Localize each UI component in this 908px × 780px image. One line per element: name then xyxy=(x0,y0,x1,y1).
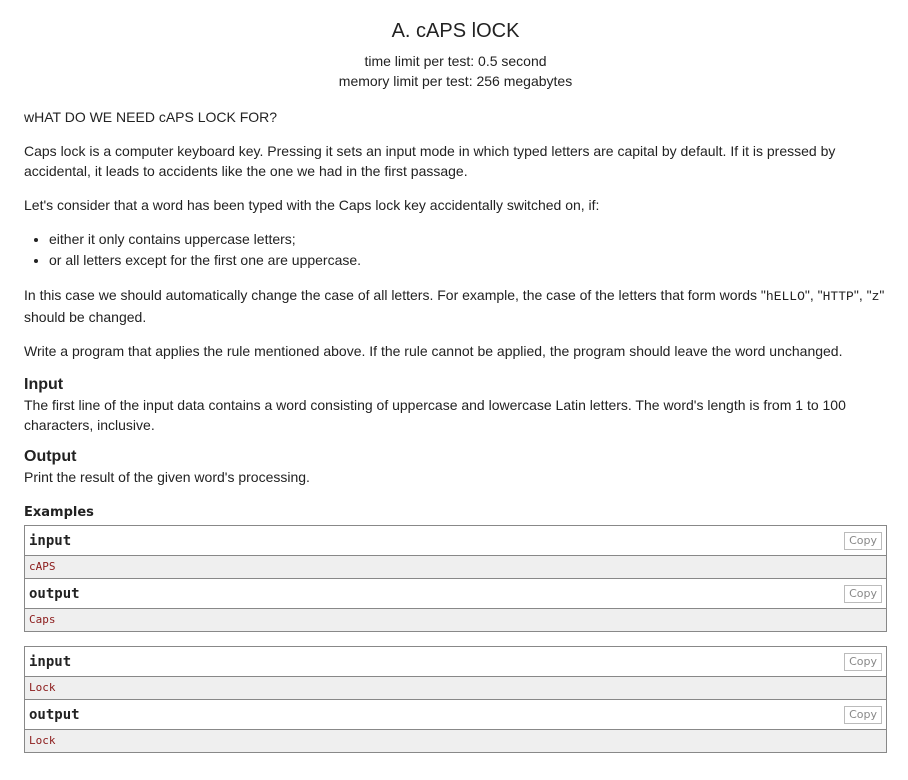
copy-button[interactable]: Copy xyxy=(844,532,882,550)
p3-separator: ", " xyxy=(853,287,872,303)
legend-intro: wHAT DO WE NEED cAPS LOCK FOR? xyxy=(24,109,278,125)
time-limit: time limit per test: 0.5 second xyxy=(364,53,547,69)
examples-title: Examples xyxy=(24,505,94,520)
example-output-value[interactable]: Lock xyxy=(25,730,886,752)
problem-statement xyxy=(0,20,908,753)
example-input-header xyxy=(25,526,886,556)
example-block xyxy=(24,646,887,753)
example-block xyxy=(24,525,887,632)
output-section-title: Output xyxy=(24,448,77,465)
example-input-value[interactable]: cAPS xyxy=(25,556,886,579)
example-output-header xyxy=(25,579,886,609)
copy-button[interactable]: Copy xyxy=(844,706,882,724)
input-label: input xyxy=(29,532,72,549)
example-input-header xyxy=(25,647,886,677)
legend-bullet-item: • either it only contains uppercase letters; xyxy=(49,229,887,250)
legend-paragraph-1: Caps lock is a computer keyboard key. Pressing it sets an input mode in which typed letters are capital by default. If it is pressed by accidental, it leads to accidents like the one we had in the first passage. xyxy=(24,143,836,179)
p3-text-after: " should be changed. xyxy=(24,287,885,325)
copy-button[interactable]: Copy xyxy=(844,653,882,671)
legend-paragraph-2: Let's consider that a word has been typed with the Caps lock key accidentally switched on, if: xyxy=(24,197,600,213)
input-label: input xyxy=(29,653,72,670)
output-label: output xyxy=(29,585,80,602)
example-output-header xyxy=(25,700,886,730)
output-label: output xyxy=(29,706,80,723)
memory-limit: memory limit per test: 256 megabytes xyxy=(338,73,573,89)
p3-separator: ", " xyxy=(804,287,823,303)
legend-bullet-list xyxy=(24,229,887,271)
output-section-text: Print the result of the given word's processing. xyxy=(24,469,310,485)
copy-button[interactable]: Copy xyxy=(844,585,882,603)
example-word-3: z xyxy=(871,289,880,304)
example-word-2: HTTP xyxy=(822,289,854,304)
input-section-text: The first line of the input data contains a word consisting of uppercase and lowercase Latin letters. The word's length is from 1 to 100 characters, inclusive. xyxy=(24,397,846,433)
example-word-1: hELLO xyxy=(765,289,805,304)
input-section-title: Input xyxy=(24,376,64,393)
p3-text-before: In this case we should automatically change the case of all letters. For example, the case of the letters that form words " xyxy=(24,287,766,303)
legend-paragraph-3 xyxy=(24,285,887,327)
problem-title: A. cAPS lOCK xyxy=(391,20,520,42)
legend-paragraph-4: Write a program that applies the rule mentioned above. If the rule cannot be applied, the program should leave the word unchanged. xyxy=(24,343,843,359)
example-input-value[interactable]: Lock xyxy=(25,677,886,700)
legend-bullet-item: • or all letters except for the first one are uppercase. xyxy=(49,250,887,271)
example-output-value[interactable]: Caps xyxy=(25,609,886,631)
